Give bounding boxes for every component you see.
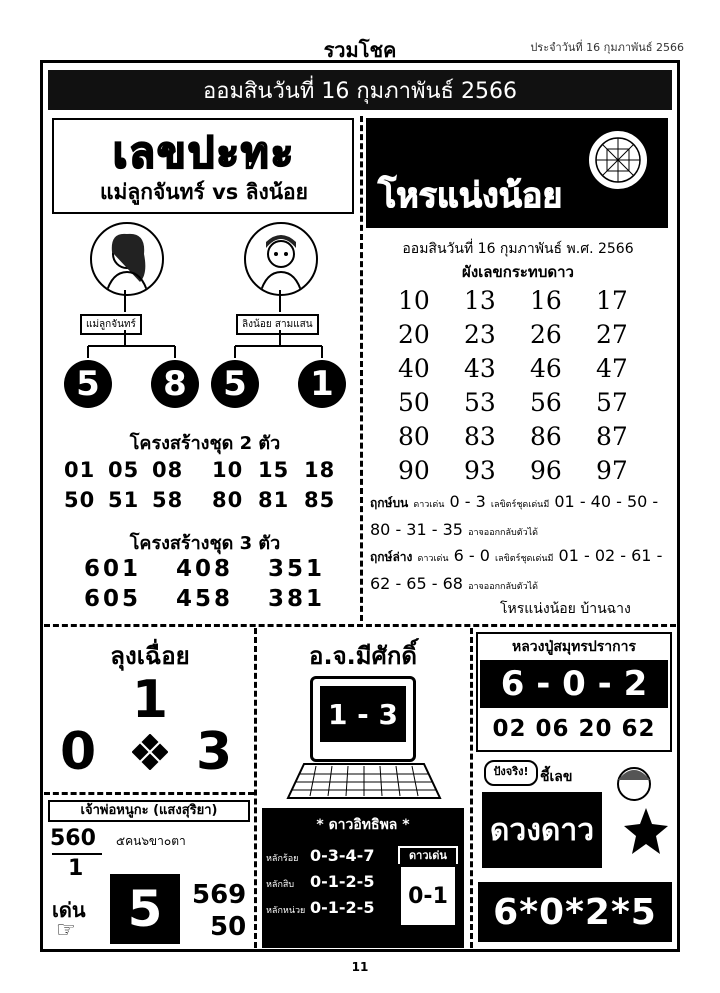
upper-nums-1: 01 - 40 - 50 - [554, 492, 659, 511]
number-grid [398, 286, 648, 490]
diamond-dots-icon [132, 734, 168, 770]
two-digit-cell: 05 [108, 458, 140, 482]
lower-note: อาจออกกลับตัวได้ [468, 582, 539, 592]
dao-den-label: ดาวเด่น [398, 846, 458, 864]
page-number: 11 [351, 960, 369, 974]
man-with-star-icon [600, 758, 670, 874]
hor-date-line: ออมสินวันที่ 16 กุมภาพันธ์ พ.ศ. 2566 [402, 241, 634, 257]
two-digit-cell: 51 [108, 488, 140, 512]
mae-luk-jan-portrait-icon [90, 222, 164, 296]
lek-pata-subtitle: แม่ลูกจันทร์ vs ลิงน้อย [100, 180, 308, 204]
grid-cell: 86 [530, 422, 562, 451]
ajarn-title: อ.จ.มีศักดิ์ [309, 642, 417, 670]
lung-choi-left-digit: 0 [60, 722, 97, 782]
divider-vertical-top [360, 116, 363, 621]
speech-bubble: ปังจริง! [484, 760, 538, 786]
two-digit-grid [64, 458, 354, 512]
grid-cell: 97 [596, 456, 628, 485]
digit-circle-2: 8 [151, 360, 199, 408]
three-digit-grid [84, 556, 354, 612]
luangpu-numbers: 02 06 20 62 [492, 716, 656, 742]
three-digit-cell: 601 [84, 556, 142, 582]
jaopor-num-4: 50 [210, 912, 247, 942]
digit-circle-3: 5 [211, 360, 259, 408]
upper-nums-2: 80 - 31 - 35 [370, 520, 463, 539]
lower-nums-2: 62 - 65 - 68 [370, 574, 463, 593]
top-banner: ออมสินวันที่ 16 กุมภาพันธ์ 2566 [48, 70, 672, 110]
grid-cell: 26 [530, 320, 562, 349]
two-digit-cell: 08 [152, 458, 184, 482]
jaopor-num-3: 569 [192, 880, 247, 910]
row-value: 0-3-4-7 [310, 846, 375, 865]
lung-choi-top-digit: 1 [131, 670, 169, 730]
monitor-screen-number: 1 - 3 [320, 686, 406, 742]
two-digit-structure-title: โครงสร้างชุด 2 ตัว [129, 433, 281, 454]
two-digit-cell: 10 [212, 458, 244, 482]
two-digit-cell: 80 [212, 488, 244, 512]
grid-cell: 16 [530, 286, 562, 315]
jaopor-title: เจ้าพ่อหนูกะ (แสงสุริยา) [48, 800, 250, 822]
row-label: หลักร้อย [266, 854, 299, 864]
lower-prediction-line-1 [370, 546, 670, 567]
grid-cell: 23 [464, 320, 496, 349]
lower-follow-label: เลขิตร์ชุดเด่นมี [495, 554, 554, 564]
two-digit-cell: 81 [258, 488, 290, 512]
upper-prediction-line-2 [370, 520, 538, 539]
grid-cell: 83 [464, 422, 496, 451]
lung-choi-title: ลุงเฉื่อย [110, 642, 190, 670]
grid-cell: 43 [464, 354, 496, 383]
divider-vertical-bottom-left [254, 628, 257, 948]
lower-prediction-line-2 [370, 574, 538, 593]
upper-label: ฤกษ์บน [370, 496, 409, 510]
digit-circle-1: 5 [64, 360, 112, 408]
number-grid-title: ผังเลขกระทบดาว [462, 263, 574, 281]
grid-cell: 93 [464, 456, 496, 485]
luangpu-title: หลวงปู่สมุทรปราการ [511, 639, 637, 655]
three-digit-structure-title: โครงสร้างชุด 3 ตัว [129, 533, 281, 554]
grid-cell: 10 [398, 286, 430, 315]
grid-cell: 40 [398, 354, 430, 383]
jaopor-riddle: ๕คน๖ขา๐ตา [116, 834, 186, 848]
dungdao-caption: ชี้เลข [540, 769, 573, 785]
astrology-chart-icon [578, 128, 658, 192]
dungdao-logo: ดวงดาว [482, 792, 602, 868]
luangpu-main-number: 6 - 0 - 2 [480, 660, 668, 708]
jaopor-num-2: 1 [68, 856, 84, 881]
grid-cell: 27 [596, 320, 628, 349]
digit-circle-4: 1 [298, 360, 346, 408]
grid-cell: 80 [398, 422, 430, 451]
dao-den-value: 0-1 [398, 864, 458, 928]
divider-horizontal-middle [44, 624, 676, 627]
hor-naeng-noi-logo: โหรแน่งน้อย [378, 176, 563, 216]
three-digit-cell: 408 [176, 556, 234, 582]
lower-nums-1: 01 - 02 - 61 - [558, 546, 663, 565]
upper-prediction-line-1 [370, 492, 670, 513]
two-digit-cell: 15 [258, 458, 290, 482]
three-digit-cell: 351 [268, 556, 326, 582]
divider-vertical-bottom-right [470, 628, 473, 948]
three-digit-cell: 605 [84, 586, 142, 612]
two-digit-cell: 01 [64, 458, 96, 482]
jaopor-den-label: เด่น [52, 898, 86, 922]
three-digit-cell: 381 [268, 586, 326, 612]
bracket-connectors [60, 290, 360, 370]
lower-star: 6 - 0 [453, 546, 490, 565]
dao-ittiphon-title: * ดาวอิทธิพล * [316, 817, 410, 833]
grid-cell: 47 [596, 354, 628, 383]
grid-cell: 20 [398, 320, 430, 349]
two-digit-cell: 50 [64, 488, 96, 512]
dungdao-numbers: 6*0*2*5 [478, 882, 672, 942]
two-digit-cell: 58 [152, 488, 184, 512]
grid-cell: 90 [398, 456, 430, 485]
row-value: 0-1-2-5 [310, 872, 375, 891]
grid-cell: 56 [530, 388, 562, 417]
fraction-line [52, 853, 102, 855]
grid-cell: 13 [464, 286, 496, 315]
jaopor-big-digit: 5 [110, 874, 180, 944]
divider-jaopor [44, 792, 254, 795]
two-digit-cell: 18 [304, 458, 336, 482]
mae-luk-jan-label: แม่ลูกจันทร์ [80, 314, 142, 335]
grid-cell: 96 [530, 456, 562, 485]
keyboard-icon [284, 762, 444, 802]
grid-cell: 46 [530, 354, 562, 383]
upper-follow-label: เลขิตร์ชุดเด่นมี [490, 500, 550, 510]
lower-star-label: ดาวเด่น [417, 554, 449, 564]
ling-noi-portrait-icon [244, 222, 318, 296]
grid-cell: 87 [596, 422, 628, 451]
row-value: 0-1-2-5 [310, 898, 375, 917]
lek-pata-title: เลขปะทะ [112, 128, 296, 177]
dao-ittiphon-rows [266, 846, 396, 924]
jaopor-num-1: 560 [50, 826, 96, 851]
upper-star: 0 - 3 [449, 492, 486, 511]
upper-note: อาจออกกลับตัวได้ [468, 528, 539, 538]
two-digit-cell: 85 [304, 488, 336, 512]
lower-label: ฤกษ์ล่าง [370, 550, 413, 564]
magazine-title: รวมโชค [323, 38, 397, 62]
issue-date: ประจำวันที่ 16 กุมภาพันธ์ 2566 [530, 41, 684, 54]
hor-signature: โหรแน่งน้อย บ้านฉาง [500, 601, 631, 617]
row-label: หลักหน่วย [266, 906, 306, 916]
row-label: หลักสิบ [266, 880, 295, 890]
upper-star-label: ดาวเด่น [413, 500, 445, 510]
lung-choi-right-digit: 3 [196, 722, 233, 782]
ling-noi-label: ลิงน้อย สามแสน [236, 314, 319, 335]
three-digit-cell: 458 [176, 586, 234, 612]
grid-cell: 17 [596, 286, 628, 315]
pointing-hand-icon: ☞ [56, 918, 76, 943]
grid-cell: 53 [464, 388, 496, 417]
grid-cell: 50 [398, 388, 430, 417]
grid-cell: 57 [596, 388, 628, 417]
